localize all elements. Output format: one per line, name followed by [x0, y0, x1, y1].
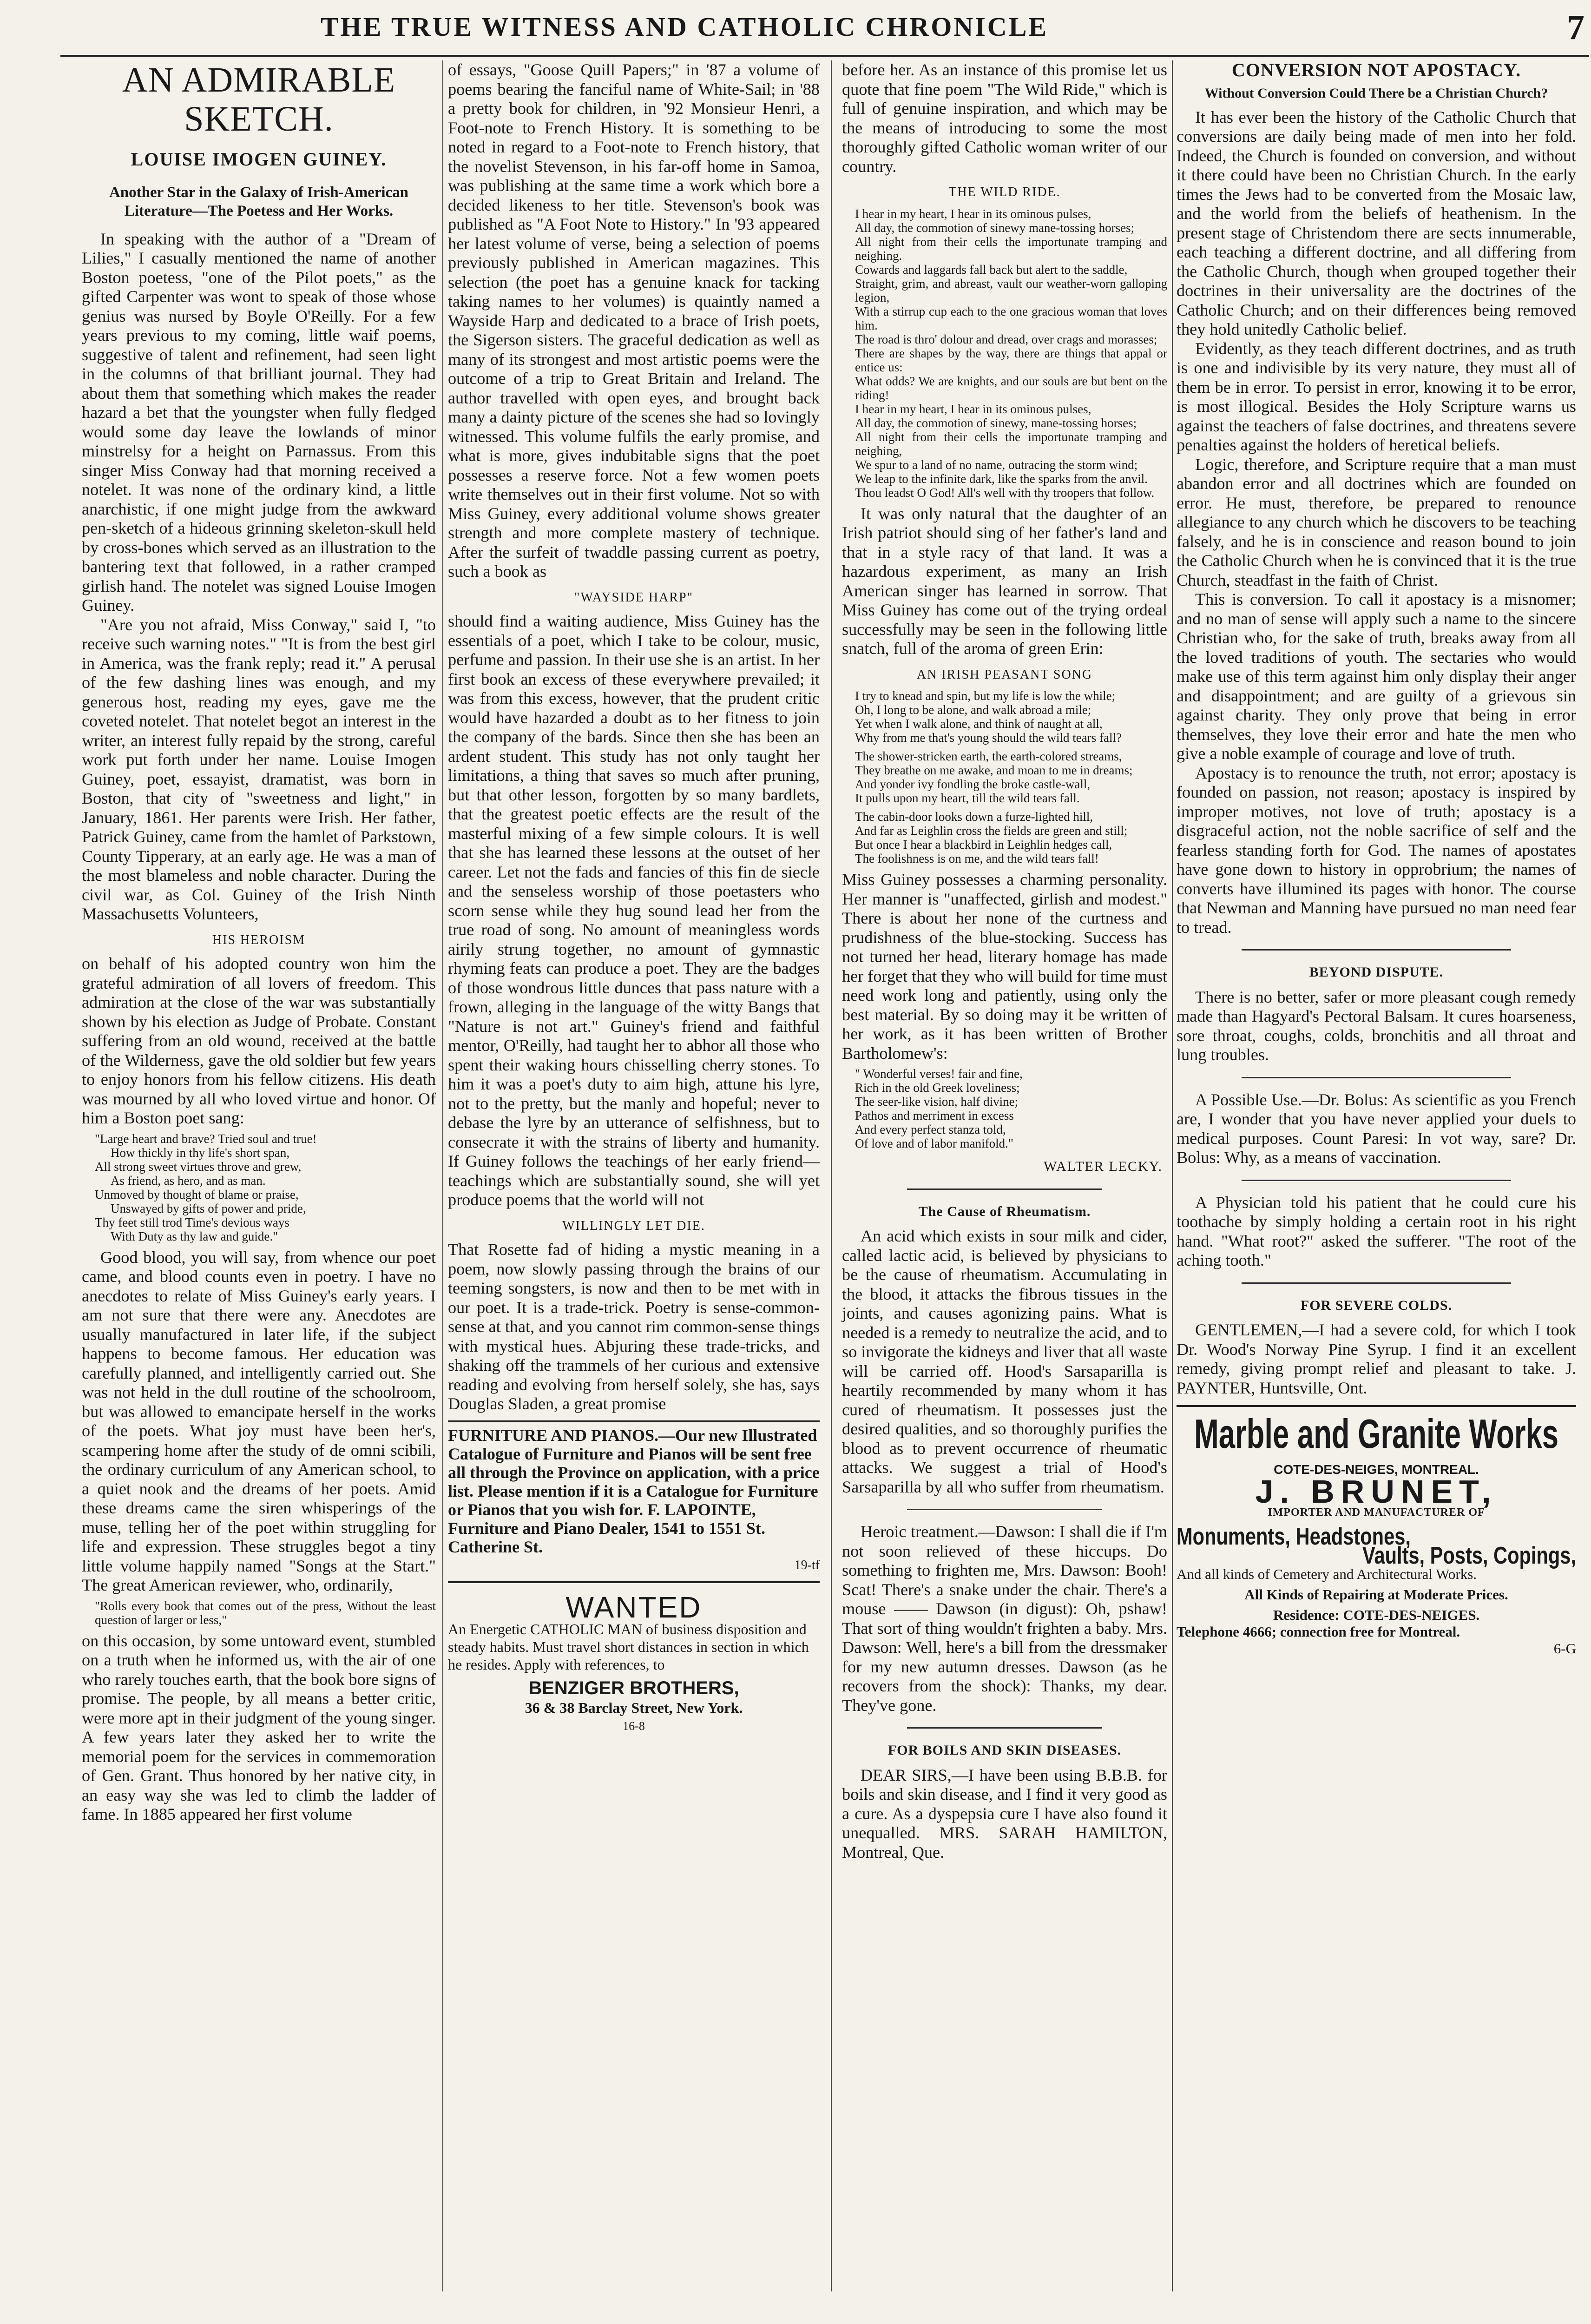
poem-stanza [95, 1132, 436, 1243]
paragraph: of essays, "Goose Quill Papers;" in '87 a volume of poems bearing the fanciful name of White-Sail; in '88 a pretty book for children, in '92 Monsieur Henri, a Foot-note to French History. It is something to be noted in regard to a Foot-note to French history, that the novelist Stevenson, in his far-off home in Samoa, was publishing at the same time a work which bore a decided likeness to her title. Stevenson's book was published as "A Foot Note to History." In '93 appeared her latest volume of verse, being a selection of poems previously published in American magazines. This selection (the poet has a genuine knack for tacking taking names to her volumes) is quaintly named a Wayside Harp and dedicated to a brace of Irish poets, the Sigerson sisters. The graceful dedication as well as many of its strongest and most artistic poems were the outcome of a trip to Great Britain and Ireland. The author travelled with open eyes, and brought back many a dainty picture of the scenes she had so lovingly witnessed. This volume fulfils the early promise, and what is more, gives indubitable signs that the poet possesses a reserve force. Not a few women poets write themselves out in their first volume. Not so with Miss Guiney, every additional volume shows greater strength and more complete mastery of technique. After the surfeit of twaddle passing current as poetry, such a book as [448, 60, 820, 581]
section-subhead: HIS HEROISM [212, 932, 306, 947]
poem-line: All night from their cells the importunate tramping and neighing, [855, 429, 1167, 458]
poem-line: Cowards and laggards fall back but alert to the saddle, [855, 262, 1128, 277]
poem-line: How thickly in thy life's short span, [111, 1145, 290, 1160]
divider [1242, 1282, 1511, 1284]
page-number: 7 [1567, 8, 1584, 47]
poem-line: " Wonderful verses! fair and fine, [855, 1067, 1023, 1081]
article-dek: Without Conversion Could There be a Christian Church? [1204, 85, 1548, 101]
ad-line: All Kinds of Repairing at Moderate Prices. [1244, 1586, 1508, 1603]
wanted-ad [448, 1581, 820, 1736]
item-heading: The Cause of Rheumatism. [918, 1203, 1091, 1219]
poem-line: Rich in the old Greek loveliness; [855, 1081, 1020, 1095]
poem-line: Unswayed by gifts of power and pride, [111, 1201, 306, 1215]
divider [1242, 1077, 1511, 1078]
article-headline: AN ADMIRABLE SKETCH. [122, 60, 396, 139]
paragraph: Evidently, as they teach different doctrines, and as truth is one and indivisible by its very nature, they must all of them be in error. To persist in error, knowing it to be error, is most illogical. Besides the Holy Scripture warns us against the teachers of false doctrines, and threatens severe penalties against the holders of heretical beliefs. [1177, 339, 1576, 454]
poem-line: They breathe on me awake, and moan to me in dreams; [855, 763, 1133, 777]
paragraph: Miss Guiney possesses a charming personality. Her manner is "unaffected, girlish and modest." There is about her none of the curtness and prudishness of the blue-stocking. Success has not turned her head, literary homage has made her forget that they who will build for time must need work long and patiently, using only the best material. By so doing may it be written of her work, as it has been written of Brother Bartholomew's: [842, 870, 1167, 1063]
column-2 [448, 60, 820, 1736]
ad-trade: IMPORTER AND MANUFACTURER OF [1268, 1506, 1485, 1519]
paragraph: before her. As an instance of this promise let us quote that fine poem "The Wild Ride," which is full of genuine inspiration, and which may be the means of introducing to some the most thoroughly gifted Catholic woman writer of our country. [842, 60, 1167, 176]
poem-line: And yonder ivy fondling the broke castle-wall, [855, 777, 1091, 791]
section-subhead: WILLINGLY LET DIE. [562, 1218, 705, 1233]
paragraph: DEAR SIRS,—I have been using B.B.B. for boils and skin disease, and I find it very good as a cure. As a dyspepsia cure I have also found it unequalled. MRS. SARAH HAMILTON, Montreal, Que. [842, 1765, 1167, 1862]
poem-line: I hear in my heart, I hear in its ominous pulses, [855, 206, 1091, 221]
poem-stanza [855, 1067, 1167, 1150]
item-heading: FOR BOILS AND SKIN DISEASES. [888, 1743, 1122, 1758]
poem-line: The cabin-door looks down a furze-lighted hill, [855, 810, 1093, 824]
paragraph: on this occasion, by some untoward event, stumbled on a truth when he informed us, with the air of one who rarely touches earth, that the book bore signs of promise. The people, by all means a better critic, were more apt in their judgment of the young singer. A few years later they asked her to write the memorial poem for the services in commemoration of Gen. Grant. Thus honored by her native city, in an easy way she was led to climb the ladder of fame. In 1885 appeared her first volume [82, 1631, 436, 1823]
paragraph: A Possible Use.—Dr. Bolus: As scientific as you French are, I wonder that you have never applied your duels to medical purposes. Count Paresi: In vot way, sare? Dr. Bolus: Why, as a means of vaccination. [1177, 1090, 1576, 1167]
poem-line: All day, the commotion of sinewy, mane-tossing horses; [855, 416, 1137, 430]
paragraph: GENTLEMEN,—I had a severe cold, for which I took Dr. Wood's Norway Pine Syrup. I find it an excellent remedy, giving prompt relief and pleasant to take. J. PAYNTER, Huntsville, Ont. [1177, 1320, 1576, 1397]
furniture-ad-text: FURNITURE AND PIANOS.—Our new Illustrated Catalogue of Furniture and Pianos will be sent free all through the Province on application, with a price list. Please mention if it is a Catalogue for Furniture or Pianos that you wish for. F. LAPOINTE, Furniture and Piano Dealer, 1541 to 1551 St. Catherine St. [448, 1426, 820, 1556]
item-heading: CONVERSION NOT APOSTACY. [1231, 59, 1521, 80]
column-rule [831, 60, 832, 2291]
paragraph: It has ever been the history of the Catholic Church that conversions are daily being made of men into her fold. Indeed, the Church is founded on conversion, and without it there could have been no Christian Church. In the early times the Jews had to be converted from the Mosaic law, and the world from the beliefs of heathenism. In the present stage of Christendom there are sects innumerable, each teaching a different doctrine, and all differing from the Catholic Church, though when grouped together their doctrines in their universality are the doctrines of the Catholic Church; and on their differences being removed they hold unitedly Catholic belief. [1177, 107, 1576, 338]
poem-line: We spur to a land of no name, outracing the storm wind; [855, 457, 1138, 472]
divider [1242, 949, 1511, 951]
paragraph: A Physician told his patient that he could cure his toothache by simply holding a certain root in his right hand. "What root?" asked the sufferer. "The root of the aching tooth." [1177, 1193, 1576, 1269]
wanted-firm: BENZIGER BROTHERS, [528, 1677, 739, 1698]
quote: "Rolls every book that comes out of the press, Without the least question of larger or less," [95, 1598, 436, 1627]
poem-line: Oh, I long to be alone, and walk abroad a mile; [855, 703, 1091, 717]
article-dek: Another Star in the Galaxy of Irish-American Literature—The Poetess and Her Works. [109, 184, 409, 219]
poem-line: Pathos and merriment in excess [855, 1109, 1014, 1122]
poem-line: With a stirrup cup each to the one gracious woman that loves him. [855, 304, 1167, 332]
masthead [60, 7, 1589, 57]
paragraph: "Are you not afraid, Miss Conway," said I, "to receive such warning notes." "It is from the best girl in America, was the frank reply; read it." A perusal of the few dashing lines was enough, and my generous host, reading my eyes, gave me the coveted notelet. That notelet begot an interest in the writer, an interest fully repaid by the strong, careful work put forth under her name. Louise Imogen Guiney, poet, essayist, dramatist, was born in Boston, that city of "sweetness and light," in January, 1861. Her parents were Irish. Her father, Patrick Guiney, came from the hamlet of Parkstown, County Tipperary, at an early age. He was a man of the most blameless and noble character. During the civil war, as Col. Guiney of the Irish Ninth Massachusetts Volunteers, [82, 615, 436, 923]
poem-line: We leap to the infinite dark, like the sparks from the anvil. [855, 471, 1148, 486]
poem-line: The foolishness is on me, and the wild tears fall! [855, 852, 1099, 865]
poem-line: With Duty as thy law and guide." [111, 1229, 278, 1243]
newspaper-title: THE TRUE WITNESS AND CATHOLIC CHRONICLE [321, 12, 1049, 42]
ad-place: COTE-DES-NEIGES, MONTREAL. [1274, 1462, 1479, 1477]
ad-code: 16-8 [623, 1719, 645, 1733]
poem-line: It pulls upon my heart, till the wild tears fall. [855, 791, 1080, 805]
poem-line: Of love and of labor manifold." [855, 1136, 1013, 1150]
ad-proprietor: J. BRUNET, [1255, 1473, 1498, 1510]
paragraph: In speaking with the author of a "Dream of Lilies," I casually mentioned the name of another Boston poetess, "one of the Pilot poets," as the gifted Carpenter was wont to speak of those whose genius was nursed by Boyle O'Reilly. For a few years previous to my coming, little waif poems, suggestive of talent and refinement, had seen light in the columns of that brilliant journal. They had about them that something which makes the reader hazard a bet that the youngster when fully fledged would some day leave the lowlands of minor minstrelsy for a height on Parnassus. From this singer Miss Conway had that morning received a notelet. It was none of the ordinary kind, a little anarchistic, if one might judge from the awkward pen-sketch of a hideous grinning skeleton-skull held by cross-bones which served as an illustration to the bantering text that followed, in a rather cramped girlish hand. The notelet was signed Louise Imogen Guiney. [82, 229, 436, 614]
poem-line: The shower-stricken earth, the earth-colored streams, [855, 749, 1122, 763]
paragraph: Logic, therefore, and Scripture require that a man must abandon error and all doctrines which are founded on error. He must, therefore, be prepared to renounce allegiance to any church which he discovers to be teaching falsely, and he is in conscience and reason bound to join the Catholic Church when he is convinced that it is the true Church, steadfast in the faith of Christ. [1177, 455, 1576, 589]
column-1 [82, 60, 436, 2296]
column-rule [1172, 60, 1173, 2291]
column-rule [442, 60, 443, 2291]
paragraph: It was only natural that the daughter of an Irish patriot should sing of her father's land and that in a style racy of that land. It was a hazardous experiment, as many an Irish American singer has learned in sorrow. That Miss Guiney has come out of the trying ordeal successfully may be seen in the following little snatch, full of the aroma of green Erin: [842, 504, 1167, 658]
paragraph: There is no better, safer or more pleasant cough remedy made than Hagyard's Pectoral Balsam. It cures hoarseness, sore throat, coughs, colds, bronchitis and all throat and lung troubles. [1177, 987, 1576, 1064]
section-subhead: AN IRISH PEASANT SONG [916, 667, 1093, 682]
poem-line: Thou leadst O God! All's well with thy troopers that follow. [855, 485, 1155, 500]
poem-line: And far as Leighlin cross the fields are green and still; [855, 824, 1128, 838]
divider [1242, 1180, 1511, 1181]
article-byline: LOUISE IMOGEN GUINEY. [131, 149, 387, 170]
poem-line: I try to knead and spin, but my life is low the while; [855, 689, 1116, 703]
paragraph: should find a waiting audience, Miss Guiney has the essentials of a poet, which I take to be colour, music, perfume and passion. In their use she is an artist. In her first book an excess of these everywhere prevailed; it was from this excess, however, that the prudent critic would have hazarded a doubt as to her fitness to join the company of the bards. Since then she has been an ardent student. This study has not only taught her limitations, a thing that saves so much after pruning, but that other lesson, forgotten by so many bardlets, that the greatest poetic effects are the result of the masterful mixing of a few simple colours. It is well that she has learned these lessons at the outset of her career. Let not the fads and fancies of this fin de siecle and the senseless worship of those poetasters who scorn sense while they hug sound lead her from the true road of song. No amount of meaningless words airily strung together, no amount of gymnastic rhyming feats can produce a poet. They are the badges of those wondrous little dunces that pass nature with a frown, alleging in the language of the witty Bangs that "Nature is not art." Guiney's friend and faithful mentor, O'Reilly, had taught her to abhor all those who spent their waking hours chisselling cherry stones. To him it was a poet's duty to aim high, attune his lyre, not to the pretty, but the manly and hopeful; never to debase the lyre by an utterance of selfishness, but to consecrate it with the strains of liberty and humanity. If Guiney follows the teachings of her early friend—teachings which are substantially sound, she will yet produce poems that the world will not [448, 612, 820, 1209]
ad-line: Telephone 4666; connection free for Montreal. [1177, 1623, 1460, 1640]
furniture-ad [448, 1420, 820, 1575]
ad-code: 6-G [1553, 1640, 1576, 1657]
author-signature: WALTER LECKY. [1043, 1159, 1163, 1174]
poem-line: Yet when I walk alone, and think of naught at all, [855, 717, 1103, 731]
poem-line: All strong sweet virtues throve and grew, [95, 1159, 302, 1174]
poem-line: Unmoved by thought of blame or praise, [95, 1187, 299, 1202]
divider [907, 1727, 1102, 1729]
poem-line: Straight, grim, and abreast, vault our weather-worn galloping legion, [855, 276, 1167, 304]
poem-line: And every perfect stanza told, [855, 1122, 1006, 1136]
ad-line: Residence: COTE-DES-NEIGES. [1273, 1606, 1480, 1623]
poem-line: The road is thro' dolour and dread, over crags and morasses; [855, 332, 1157, 346]
ad-line: And all kinds of Cemetery and Architectural Works. [1177, 1565, 1477, 1582]
paragraph: That Rosette fad of hiding a mystic meaning in a poem, now slowly passing through the brains of our teeming songsters, is now and then to be met with in our poet. It is a trade-trick. Poetry is sense-common-sense at that, and you cannot rim common-sense things with mystical hues. Abjuring these trade-tricks, and shaking off the trammels of her curious and extensive reading and evolving from herself solely, she has, says Douglas Sladen, a great promise [448, 1240, 820, 1413]
paragraph: Heroic treatment.—Dawson: I shall die if I'm not soon relieved of these hiccups. Do something to frighten me, Mrs. Dawson: Booh! Scat! There's a snake under the chair. There's a mouse —— Dawson (in digust): Oh, pshaw! That sort of thing wouldn't frighten a baby. Mrs. Dawson: Well, here's a bill from the dressmaker for my new autumn dresses. Dawson (as he recovers from the shock): Thanks, my dear. They've gone. [842, 1522, 1167, 1715]
divider [907, 1509, 1102, 1510]
wanted-address: 36 & 38 Barclay Street, New York. [525, 1699, 743, 1716]
poem-line: Why from me that's young should the wild tears fall? [855, 731, 1122, 745]
ad-code: 19-tf [794, 1558, 820, 1572]
paragraph: An acid which exists in sour milk and cider, called lactic acid, is believed by physicians to be the cause of rheumatism. Accumulating in the blood, it attacks the fibrous tissues in the joints, and causes agonizing pains. What is needed is a remedy to neutralize the acid, and to so invigorate the kidneys and liver that all waste will be carried off. Hood's Sarsaparilla is heartily recommended by many whom it has cured of rheumatism. It possesses just the desired qualities, and so thoroughly purifies the blood as to prevent occurrence of rheumatic attacks. We suggest a trial of Hood's Sarsaparilla by all who suffer from rheumatism. [842, 1227, 1167, 1496]
paragraph: This is conversion. To call it apostacy is a misnomer; and no man of sense will apply such a name to the sincere Christian who, for the sake of truth, breaks away from all the loved traditions of youth. The sectaries who would make use of this term against him only display their anger and disappointment; and are guilty of a grievous sin against charity. They only prove that being in error themselves, they love their error and hate the men who give a noble example of courage and love of truth. [1177, 590, 1576, 763]
poem-line: Thy feet still trod Time's devious ways [95, 1215, 289, 1229]
ad-line: Monuments, Headstones, [1177, 1523, 1411, 1550]
section-subhead: "WAYSIDE HARP" [574, 590, 693, 605]
column-3 [842, 60, 1167, 1862]
poem-line: There are shapes by the way, there are things that appal or entice us: [855, 346, 1167, 374]
paragraph: Good blood, you will say, from whence our poet came, and blood counts even in poetry. I have no anecdotes to relate of Miss Guiney's early years. I am not sure that there were any. Anecdotes are usually manufactured in later life, if the subject happens to become famous. Her education was carefully planned, and intelligently carried out. She was not held in the dull routine of the schoolroom, but was allowed to emancipate herself in the works of the poets. What joy must have been her's, scampering home after the study of de omni scibili, the ordinary curriculum of any American school, to a quiet nook and the dreams of her poets. Amid these dreams came the siren whisperings of the muse, telling her of the poet within struggling for life and expression. These struggles begot a tiny little volume happily named "Songs at the Start." The great American reviewer, who, ordinarily, [82, 1248, 436, 1594]
poem-line: But once I hear a blackbird in Leighlin hedges call, [855, 838, 1112, 852]
poem-line: As friend, as hero, and as man. [111, 1173, 266, 1188]
paragraph: on behalf of his adopted country won him the grateful admiration of all lovers of freedom. This admiration at the close of the war was substantially shown by his election as Judge of Probate. Constant suffering from an old wound, received at the battle of the Wilderness, gave the old soldier but few years to enjoy honors from his fellow citizens. His death was mourned by all who loved virtue and honor. Of him a Boston poet sang: [82, 954, 436, 1127]
item-heading: FOR SEVERE COLDS. [1300, 1297, 1453, 1313]
poem-line: All night from their cells the importunate tramping and neighing. [855, 234, 1167, 263]
item-heading: BEYOND DISPUTE. [1309, 964, 1444, 980]
poem-stanza [855, 207, 1167, 500]
wanted-heading: WANTED [565, 1590, 702, 1624]
poem-line: The seer-like vision, half divine; [855, 1095, 1019, 1109]
poem-line: All day, the commotion of sinewy mane-tossing horses; [855, 220, 1135, 235]
poem-line: I hear in my heart, I hear in its ominous pulses, [855, 402, 1091, 416]
poem-stanza [855, 689, 1167, 865]
wanted-body: An Energetic CATHOLIC MAN of business disposition and steady habits. Must travel short distances in section in which he resides. Apply with references, to [448, 1620, 809, 1673]
poem-line: What odds? We are knights, and our souls are but bent on the riding! [855, 374, 1167, 402]
paragraph: Apostacy is to renounce the truth, not error; apostacy is founded on passion, not reason; apostacy is inspired by improper motives, not love of truth; apostacy is a disgraceful action, not the noble sacrifice of self and the fearless standing forth for God. The names of apostates have gone down to history in opprobrium; the names of converts have illumined its pages with honor. The course that Newman and Manning have pursued no man need fear to tread. [1177, 763, 1576, 937]
marble-works-ad [1177, 1405, 1576, 1657]
marble-works-heading: Marble and Granite Works [1194, 1411, 1558, 1457]
column-4 [1177, 60, 1576, 1657]
poem-line: "Large heart and brave? Tried soul and true! [95, 1131, 317, 1146]
ad-line: Vaults, Posts, Copings, [1362, 1542, 1576, 1569]
section-subhead: THE WILD RIDE. [948, 185, 1061, 199]
divider [907, 1188, 1102, 1190]
